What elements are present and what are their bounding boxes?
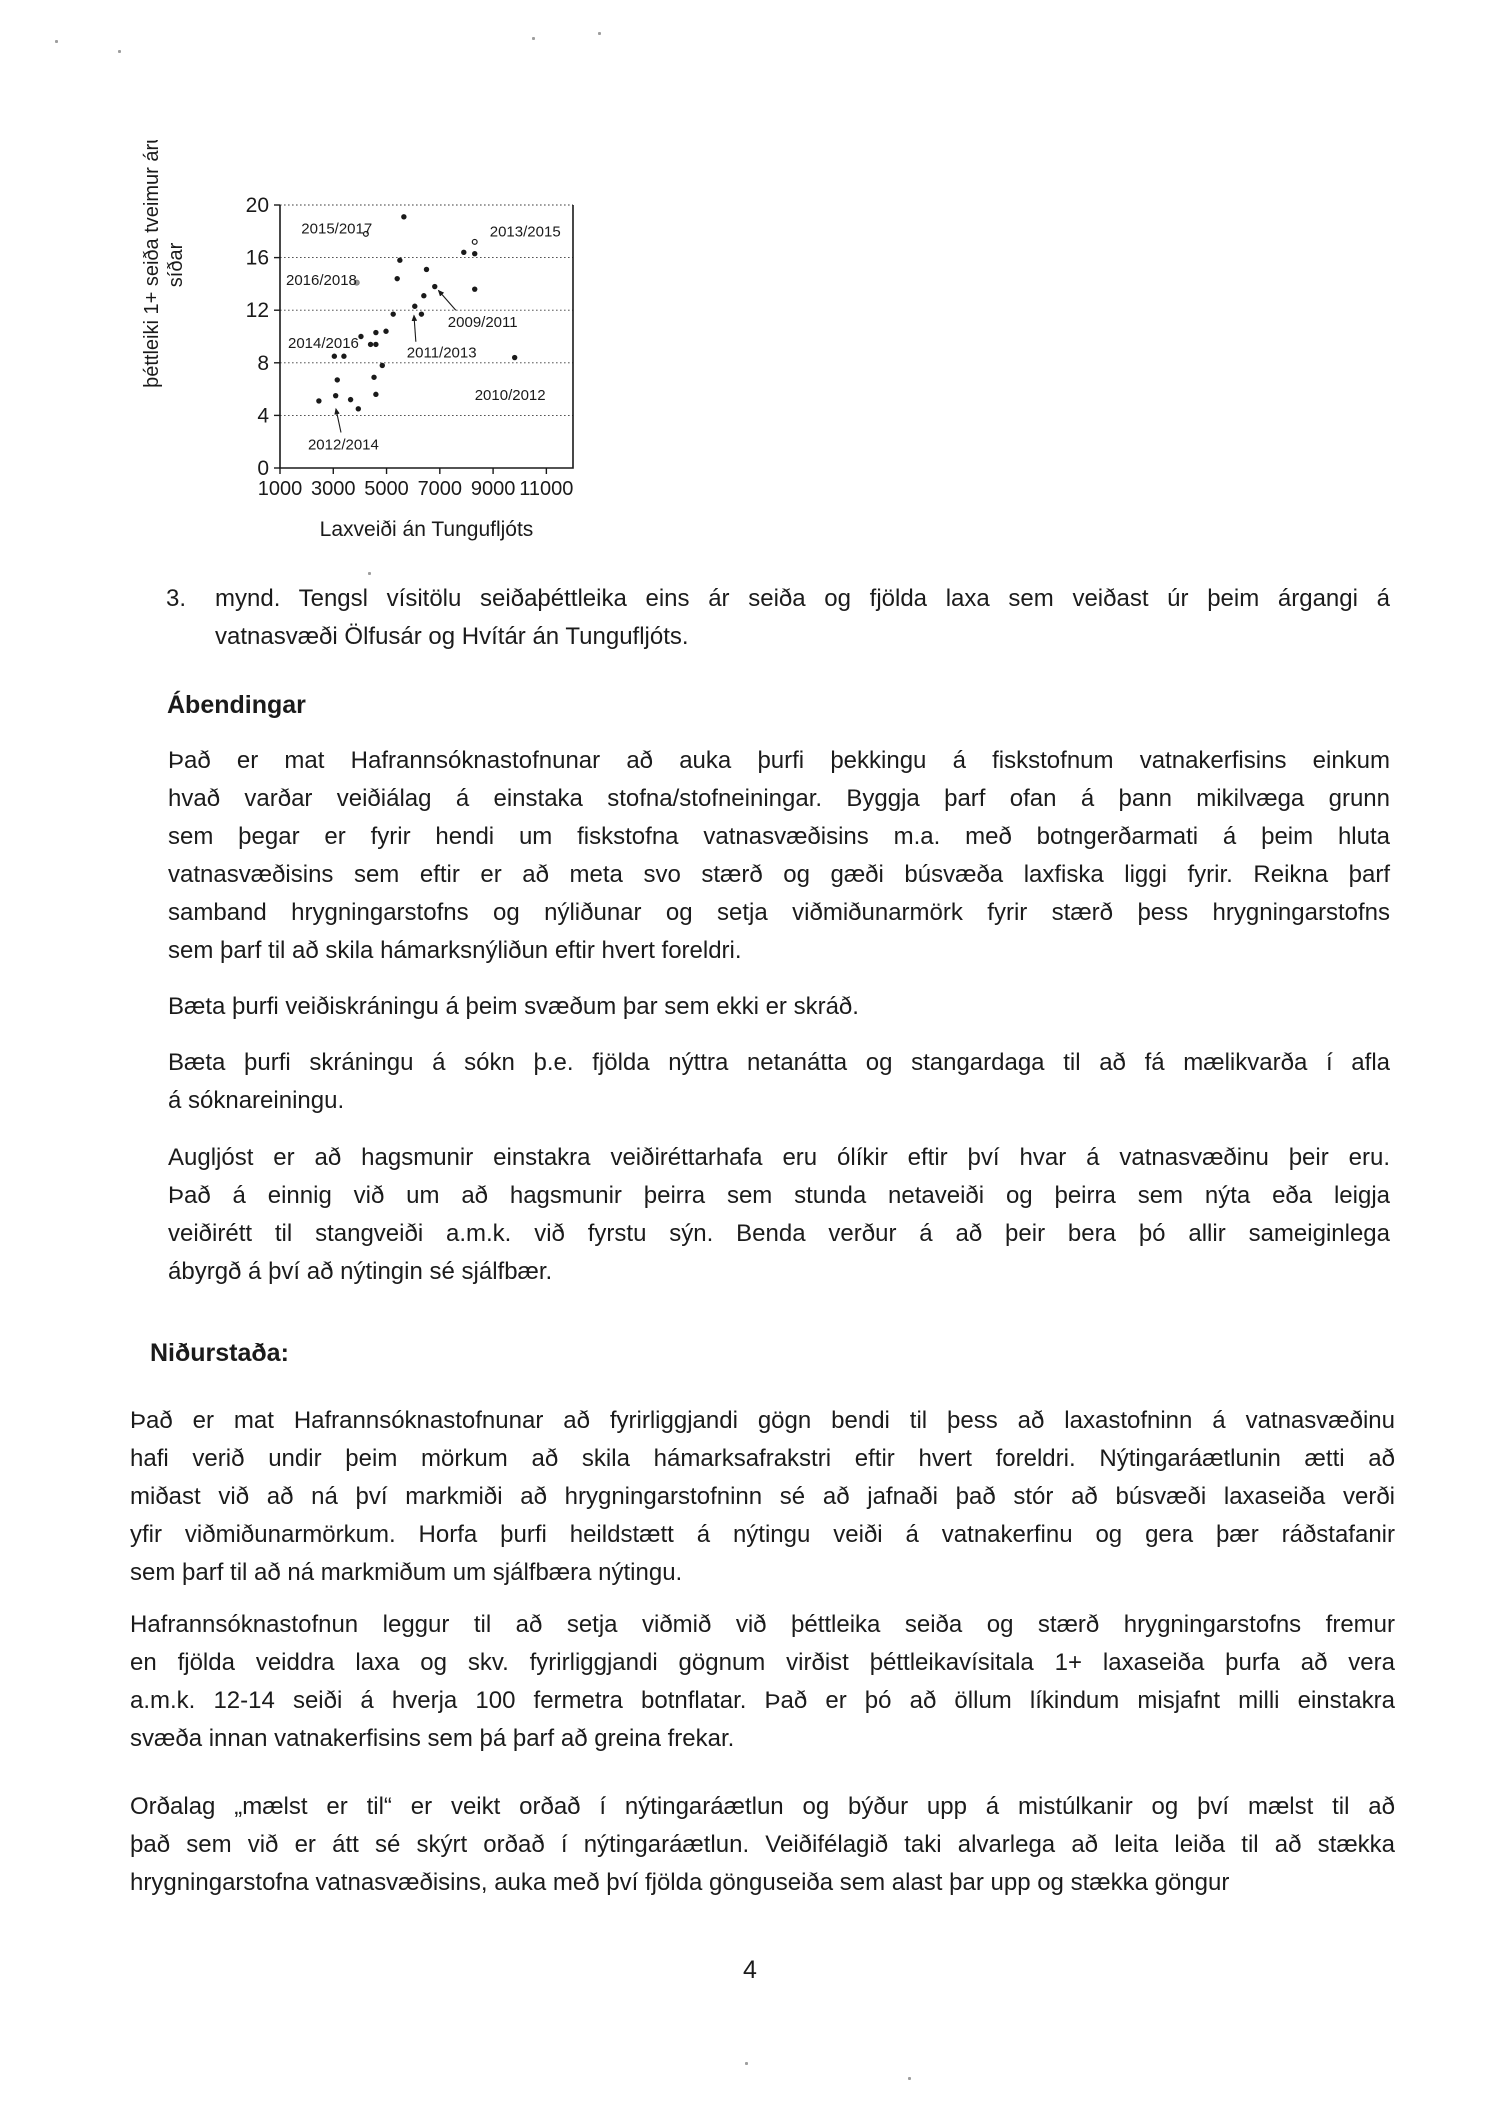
body-line: ábyrgð á því að nýtingin sé sjálfbær. (168, 1258, 553, 1285)
data-point (461, 250, 466, 255)
data-point (348, 397, 353, 402)
data-point (332, 354, 337, 359)
annotation-label: 2009/2011 (447, 314, 518, 332)
y-tick-label: 0 (257, 457, 269, 480)
data-point (335, 377, 340, 382)
annotation-label: 2016/2018 (285, 271, 357, 289)
annotation-label: 2012/2014 (307, 436, 379, 454)
annotation-label: 2011/2013 (406, 344, 477, 362)
data-point (401, 214, 406, 219)
data-point (391, 311, 396, 316)
data-point (472, 286, 477, 291)
x-axis-title: Laxveiði án Tungufljóts (319, 518, 534, 541)
data-point (424, 267, 429, 272)
data-point (472, 251, 477, 256)
data-point (373, 392, 378, 397)
data-point (373, 342, 378, 347)
data-point (341, 354, 346, 359)
scan-speck (598, 32, 601, 35)
page-number: 4 (743, 1956, 757, 1984)
figure-caption (166, 580, 1390, 656)
annotation-label: 2010/2012 (474, 387, 546, 405)
x-tick-label: 1000 (257, 478, 303, 500)
body-paragraph (168, 1139, 1390, 1291)
scatter-chart-figure (130, 140, 600, 545)
data-point (512, 355, 517, 360)
body-line: Það er mat Hafrannsóknastofnunar að fyrirliggjandi gögn bendi til þess að laxastofninn á vatnasvæðinu (130, 1407, 1395, 1434)
annotation-label: 2015/2017 (301, 220, 373, 238)
body-line: hafi verið undir þeim mörkum að skila hámarksafrakstri eftir hvert foreldri. Nýtingaráætlunin ætti að (130, 1445, 1395, 1472)
x-tick-label: 9000 (470, 478, 516, 500)
data-point (373, 330, 378, 335)
body-line: sem þegar er fyrir hendi um fiskstofna vatnasvæðisins m.a. með botngerðarmati á þeim hluta (168, 823, 1390, 850)
data-point (412, 304, 417, 309)
body-line: Augljóst er að hagsmunir einstakra veiðiréttarhafa eru ólíkir eftir því hvar á vatnasvæðinu þeir eru. (168, 1144, 1390, 1171)
data-point (356, 406, 361, 411)
x-tick-label: 11000 (519, 478, 574, 500)
figure-caption-line: vatnasvæði Ölfusár og Hvítár án Tungufljóts. (215, 623, 689, 650)
data-point (333, 393, 338, 398)
y-tick-label: 12 (245, 299, 269, 323)
data-point (419, 311, 424, 316)
body-line: yfir viðmiðunarmörkum. Horfa þurfi heildstætt á nýtingu veiði á vatnakerfinu og gera þær ráðstafanir (130, 1521, 1395, 1548)
data-point (395, 276, 400, 281)
body-line: það sem við er átt sé skýrt orðað í nýtingaráætlun. Veiðifélagið taki alvarlega að leita leiða til að stækka (130, 1831, 1395, 1858)
body-paragraph (130, 1606, 1395, 1758)
y-tick-label: 8 (257, 351, 269, 375)
section-heading: Niðurstaða: (150, 1339, 289, 1367)
body-paragraph (130, 1788, 1395, 1902)
scan-speck (55, 40, 58, 43)
y-axis-title: þéttleiki 1+ seiða tveimur árum (141, 140, 163, 388)
x-tick-label: 5000 (364, 478, 409, 500)
data-point-open (472, 239, 477, 244)
y-tick-label: 16 (245, 246, 269, 270)
section-heading: Ábendingar (167, 691, 306, 719)
body-paragraph (168, 1044, 1390, 1120)
body-line: sem þarf til að ná markmiðum um sjálfbæra nýtingu. (130, 1559, 683, 1586)
data-point (421, 293, 426, 298)
body-line: veiðirétt til stangveiði a.m.k. við fyrstu sýn. Benda verður á að þeir bera þó allir sameiginlega (168, 1220, 1390, 1247)
scan-speck (118, 50, 121, 53)
data-point (368, 342, 373, 347)
annotation-arrow (414, 315, 416, 341)
body-line: Bæta þurfi skráningu á sókn þ.e. fjölda nýttra netanátta og stangardaga til að fá mælikvarða í afla (168, 1049, 1390, 1076)
body-line: a.m.k. 12-14 seiði á hverja 100 fermetra botnflatar. Það er þó að öllum líkindum misjafnt milli einstakra (130, 1687, 1395, 1714)
annotation-arrow (438, 290, 455, 310)
body-line: sem þarf til að skila hámarksnýliðun eftir hvert foreldri. (168, 937, 742, 964)
body-line: vatnasvæðisins sem eftir er að meta svo stærð og gæði búsvæða laxfiska liggi fyrir. Reikna þarf (168, 861, 1390, 888)
data-point (432, 284, 437, 289)
body-line: miðast við að ná því markmiði að hrygningarstofninn sé að jafnaði það stór að búsvæði laxaseiða verði (130, 1483, 1395, 1510)
figure-caption-text (215, 580, 1390, 656)
data-point (397, 258, 402, 263)
annotation-arrow (336, 409, 341, 433)
body-paragraph (168, 742, 1390, 970)
scan-speck (532, 37, 535, 40)
body-line: en fjölda veiddra laxa og skv. fyrirliggjandi gögnum virðist þéttleikavísitala 1+ laxaseiða þurfa að vera (130, 1649, 1395, 1676)
y-tick-label: 20 (245, 194, 269, 217)
body-paragraph (168, 988, 1390, 1026)
data-point (316, 398, 321, 403)
body-paragraph (130, 1402, 1395, 1592)
x-tick-label: 7000 (417, 478, 463, 500)
body-line: Það er mat Hafrannsóknastofnunar að auka þurfi þekkingu á fiskstofnum vatnakerfisins einkum (168, 747, 1390, 774)
body-line: samband hrygningarstofns og nýliðunar og setja viðmiðunarmörk fyrir stærð þess hrygningarstofns (168, 899, 1390, 926)
figure-caption-number: 3. (166, 585, 187, 612)
body-line: hvað varðar veiðiálag á einstaka stofna/stofneiningar. Byggja þarf ofan á þann mikilvæga grunn (168, 785, 1390, 812)
annotation-label: 2013/2015 (489, 223, 561, 241)
body-line: hrygningarstofna vatnasvæðisins, auka með því fjölda gönguseiða sem alast þar upp og stækka göngur (130, 1869, 1230, 1896)
figure-caption-line: mynd. Tengsl vísitölu seiðaþéttleika eins ár seiða og fjölda laxa sem veiðast úr þeim árgangi á (215, 585, 1390, 612)
body-line: á sóknareiningu. (168, 1087, 345, 1114)
body-line: svæða innan vatnakerfisins sem þá þarf að greina frekar. (130, 1725, 735, 1752)
scan-speck (908, 2077, 911, 2080)
body-line: Hafrannsóknastofnun leggur til að setja viðmið við þéttleika seiða og stærð hrygningarstofns fremur (130, 1611, 1395, 1638)
data-point (371, 375, 376, 380)
data-point (383, 329, 388, 334)
body-line: Bæta þurfi veiðiskráningu á þeim svæðum þar sem ekki er skráð. (168, 993, 859, 1020)
y-axis-title-line2: síðar (165, 242, 187, 288)
scan-speck (368, 572, 371, 575)
scan-speck (745, 2062, 748, 2065)
body-line: Orðalag „mælst er til“ er veikt orðað í nýtingaráætlun og býður upp á mistúlkanir og því mælst til að (130, 1793, 1395, 1820)
data-point (380, 363, 385, 368)
data-point (358, 334, 363, 339)
annotation-label: 2014/2016 (287, 335, 359, 353)
body-line: Það á einnig við um að hagsmunir þeirra sem stunda netaveiði og þeirra sem nýta eða leigja (168, 1182, 1390, 1209)
y-tick-label: 4 (257, 404, 269, 428)
x-tick-label: 3000 (311, 478, 356, 500)
